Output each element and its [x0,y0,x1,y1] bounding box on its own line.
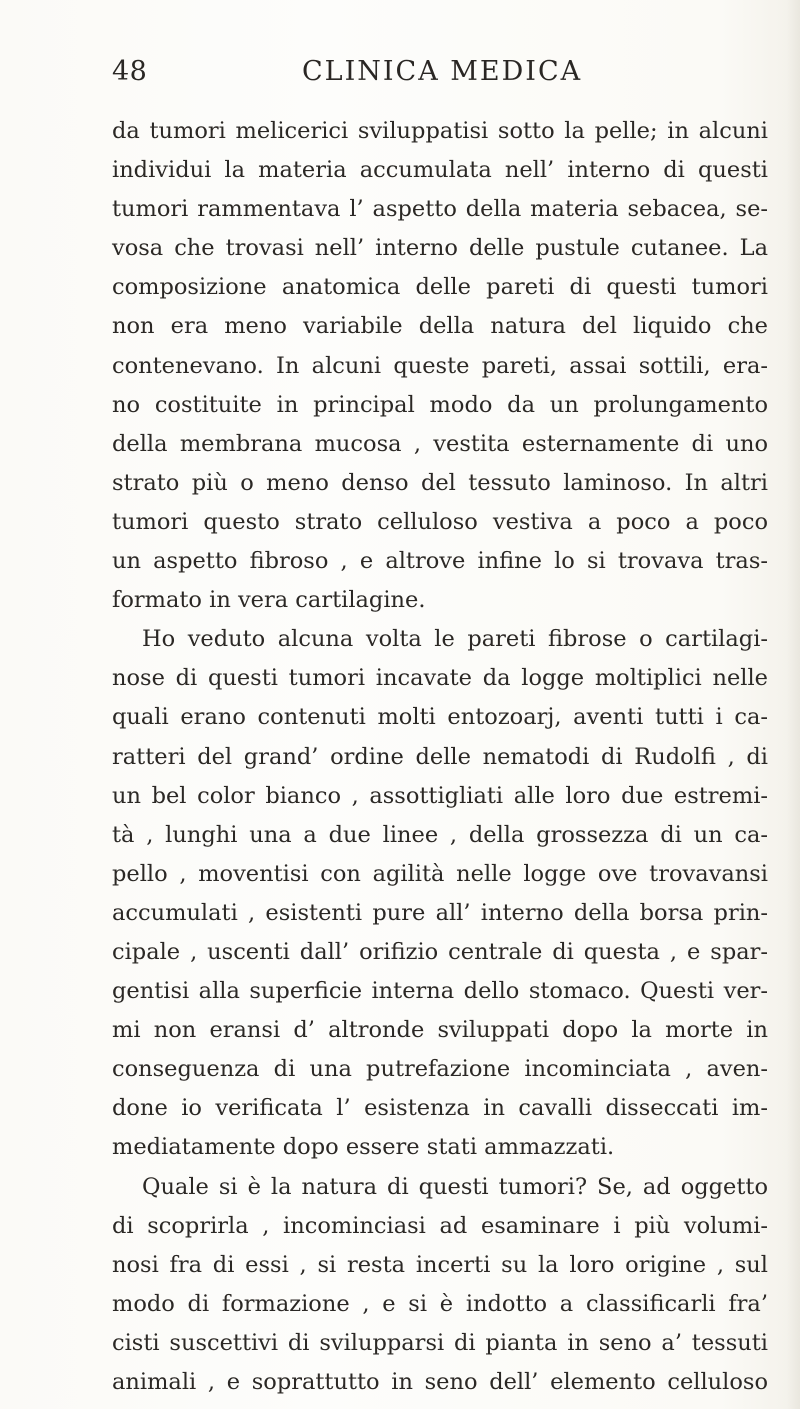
text-line: cipale , uscenti dall’ orifizio centrale di questa , e spar- [112,938,768,965]
text-line: vosa che trovasi nell’ interno delle pustule cutanee. La [112,235,768,262]
text-line: tumori questo strato celluloso vestiva a poco a poco [112,508,768,535]
text-line: un aspetto fibroso , e altrove infine lo si trovava tras- [112,548,768,575]
text-line: gentisi alla superficie interna dello stomaco. Questi ver- [112,978,768,1005]
text-line: mediatamente dopo essere stati ammazzati. [112,1134,615,1161]
text-line: strato più o meno denso del tessuto laminoso. In altri [112,469,768,496]
text-line: no costituite in principal modo da un prolungamento [112,391,768,418]
text-line: un bel color bianco , assottigliati alle loro due estremi- [112,782,768,809]
text-line: Quale si è la natura di questi tumori? Se, ad oggetto [142,1173,768,1200]
text-line: contenevano. In alcuni queste pareti, assai sottili, era- [112,352,768,379]
text-line: di scoprirla , incominciasi ad esaminare i più volumi- [112,1212,768,1239]
text-line: formato in vera cartilagine. [112,587,426,614]
text-line: tà , lunghi una a due linee , della grossezza di un ca- [112,821,768,848]
text-line: ratteri del grand’ ordine delle nematodi di Rudolfi , di [112,743,768,770]
text-line: Ho veduto alcuna volta le pareti fibrose o cartilagi- [142,626,768,653]
text-line: nosi fra di essi , si resta incerti su la loro origine , sul [112,1251,768,1278]
text-line: animali , e soprattutto in seno dell’ elemento celluloso [112,1369,768,1395]
text-line: tumori rammentava l’ aspetto della materia sebacea, se- [112,196,768,223]
page-edge-shadow [786,0,800,1409]
text-line: nose di questi tumori incavate da logge moltiplici nelle [112,665,768,692]
text-line: mi non eransi d’ altronde sviluppati dopo la morte in [112,1017,768,1044]
text-line: quali erano contenuti molti entozoarj, aventi tutti i ca- [112,704,768,731]
text-line: composizione anatomica delle pareti di questi tumori [112,274,768,301]
text-line: conseguenza di una putrefazione incominciata , aven- [112,1056,768,1083]
text-line: done io verificata l’ esistenza in cavalli disseccati im- [112,1095,768,1122]
text-line: individui la materia accumulata nell’ interno di questi [112,157,768,184]
page-header [112,56,752,96]
text-line: cisti suscettivi di svilupparsi di pianta in seno a’ tessuti [112,1329,768,1356]
text-line: della membrana mucosa , vestita esternamente di uno [112,430,768,457]
text-line: da tumori melicerici sviluppatisi sotto la pelle; in alcuni [112,118,768,144]
page-number: 48 [112,56,148,87]
running-title: CLINICA MEDICA [302,56,583,87]
body-text [112,112,768,1402]
text-line: pello , moventisi con agilità nelle logge ove trovavansi [112,860,768,887]
text-line: modo di formazione , e si è indotto a classificarli fra’ [112,1290,768,1317]
text-line: non era meno variabile della natura del liquido che [112,313,768,340]
text-line: accumulati , esistenti pure all’ interno della borsa prin- [112,899,768,926]
